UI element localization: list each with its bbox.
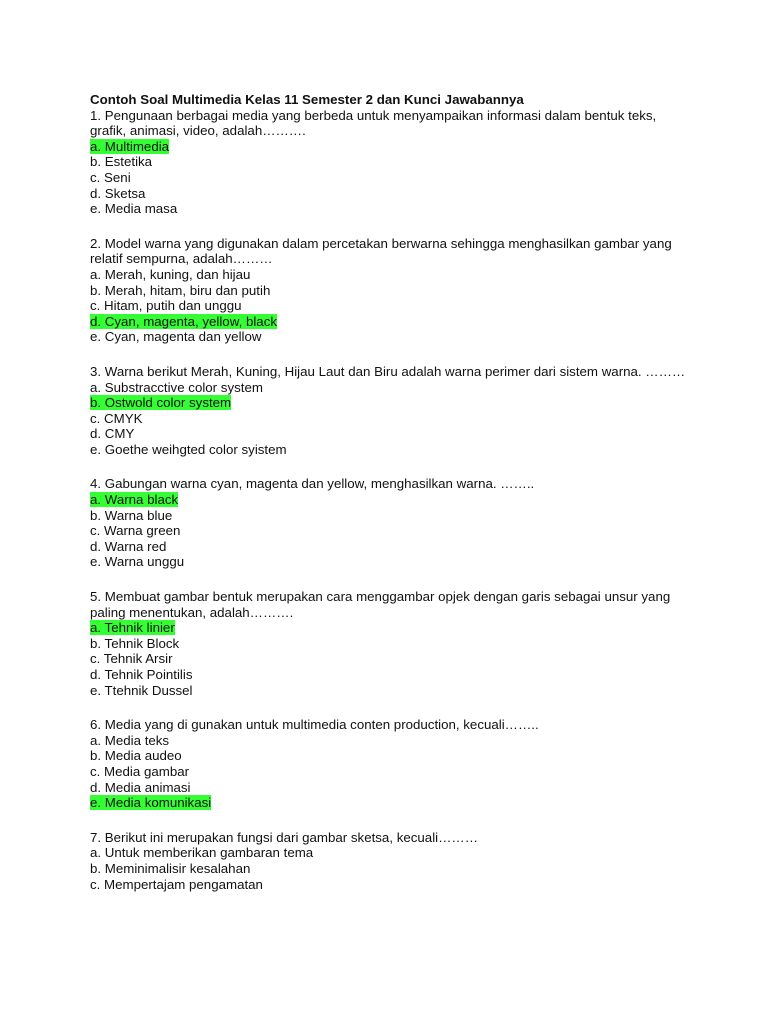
document-title: Contoh Soal Multimedia Kelas 11 Semester 2 dan Kunci Jawabannya: [90, 92, 524, 107]
answer-option: d. Tehnik Pointilis: [90, 667, 193, 682]
question-7: [90, 830, 690, 892]
answer-option: d. CMY: [90, 426, 135, 442]
answer-option: e. Cyan, magenta dan yellow: [90, 329, 262, 345]
question-stem: 1. Pengunaan berbagai media yang berbeda untuk menyampaikan informasi dalam bentuk teks, grafik, animasi, video, adalah……….: [90, 107, 660, 139]
answer-option: c. Mempertajam pengamatan: [90, 876, 263, 892]
answer-option: a. Media teks: [90, 732, 170, 748]
answer-option: c. Tehnik Arsir: [90, 651, 173, 667]
question-6: [90, 717, 690, 811]
correct-answer-option: a. Tehnik linier: [90, 620, 175, 636]
question-stem: 6. Media yang di gunakan untuk multimedia conten production, kecuali……..: [90, 717, 539, 733]
answer-option: c. Hitam, putih dan unggu: [90, 298, 242, 314]
question-stem: 7. Berikut ini merupakan fungsi dari gambar sketsa, kecuali………: [90, 829, 478, 845]
answer-option: b. Media audeo: [90, 748, 182, 764]
question-stem: 3. Warna berikut Merah, Kuning, Hijau Laut dan Biru adalah warna perimer dari sistem warna. ………: [90, 363, 686, 379]
answer-option: b. Estetika: [90, 154, 153, 170]
correct-answer-option: e. Media komunikasi: [90, 795, 212, 811]
question-stem: 2. Model warna yang digunakan dalam percetakan berwarna sehingga menghasilkan gambar yang relatif sempurna, adalah………: [90, 235, 676, 267]
answer-option: a. Untuk memberikan gambaran tema: [90, 845, 314, 861]
question-4: [90, 476, 690, 570]
answer-option: e. Goethe weihgted color syistem: [90, 441, 287, 457]
question-1: [90, 108, 690, 217]
question-2: [90, 236, 690, 345]
answer-option: d. Media animasi: [90, 779, 191, 795]
answer-option: b. Tehnik Block: [90, 635, 180, 651]
answer-option: b. Warna blue: [90, 507, 173, 523]
question-3: [90, 364, 690, 458]
question-stem: 4. Gabungan warna cyan, magenta dan yellow, menghasilkan warna. ……..: [90, 476, 535, 492]
question-5: [90, 589, 690, 698]
answer-option: d. Warna red: [90, 538, 167, 554]
document-page: [90, 92, 690, 911]
correct-answer-option: a. Warna black: [90, 492, 179, 508]
answer-option: e. Media masa: [90, 201, 178, 217]
answer-option: d. Sketsa: [90, 185, 146, 201]
answer-option: e. Ttehnik Dussel: [90, 682, 193, 698]
answer-option: c. CMYK: [90, 410, 143, 426]
correct-answer-option: a. Multimedia: [90, 138, 170, 154]
answer-option: c. Warna green: [90, 523, 181, 539]
question-stem: 5. Membuat gambar bentuk merupakan cara menggambar opjek dengan garis sebagai unsur yang paling menentukan, adalah……….: [90, 589, 674, 620]
correct-answer-option: b. Ostwold color system: [90, 395, 232, 411]
answer-option: b. Merah, hitam, biru dan putih: [90, 282, 271, 298]
answer-option: c. Media gambar: [90, 763, 190, 779]
answer-option: b. Meminimalisir kesalahan: [90, 860, 251, 876]
answer-option: a. Substracctive color system: [90, 379, 263, 395]
correct-answer-option: d. Cyan, magenta, yellow, black: [90, 313, 277, 329]
answer-option: c. Seni: [90, 169, 131, 185]
answer-option: a. Merah, kuning, dan hijau: [90, 266, 251, 282]
answer-option: e. Warna unggu: [90, 554, 185, 570]
